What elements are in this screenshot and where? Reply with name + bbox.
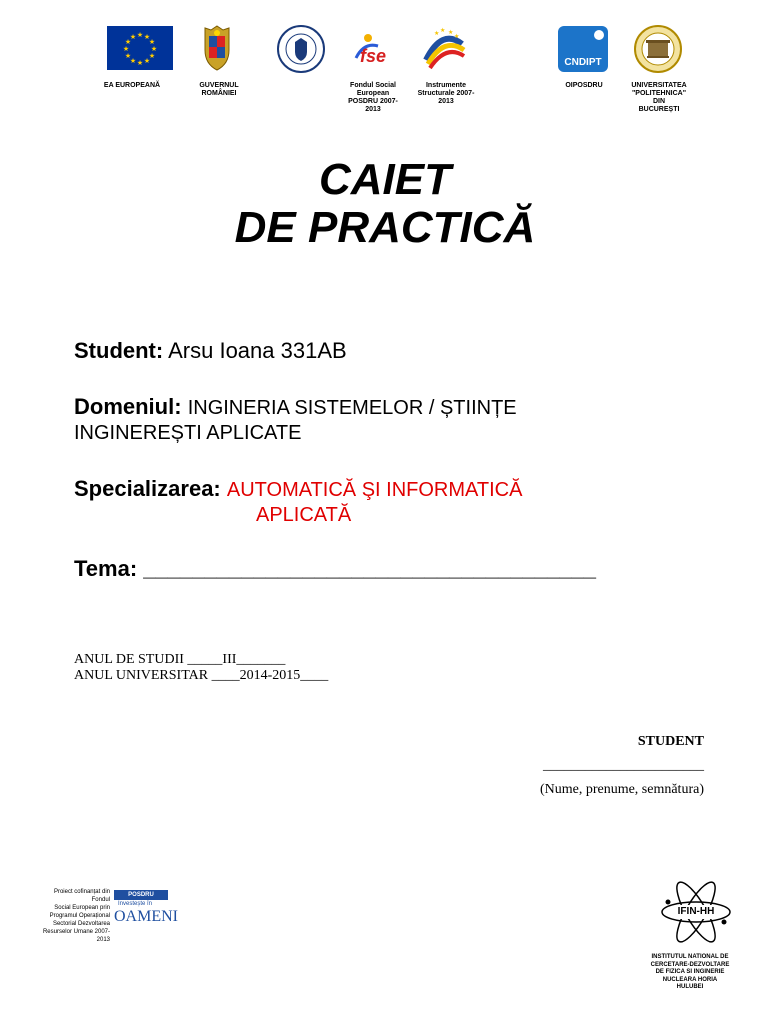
specializarea-field (74, 476, 522, 503)
cndipt-badge: CNDIPT (564, 57, 602, 68)
svg-text:★: ★ (440, 27, 446, 34)
anul-studii: ANUL DE STUDII _____III_______ (74, 652, 286, 667)
posdru-badge-top: POSDRU (114, 890, 168, 900)
signature-label: STUDENT (637, 734, 704, 749)
svg-text:★: ★ (136, 59, 144, 67)
cndipt-logo (558, 26, 608, 72)
tema-label: Tema: (74, 556, 138, 581)
footer-cofinanced-text: Proiect cofinanțat din Fondul Social European prin Programul Operațional Sectorial Dezvoltarea Resurselor Umane 2007-2013 (42, 889, 110, 943)
structural-instruments-icon (418, 24, 468, 74)
romania-crest-icon (199, 24, 235, 72)
cndipt-dot-icon (594, 30, 604, 40)
student-label: Student: (74, 338, 164, 363)
cndipt-caption: OIPOSDRU (565, 82, 603, 89)
upb-caption: UNIVERSITATEA "POLITEHNICA" DIN BUCUREȘTI (631, 82, 687, 113)
svg-text:★: ★ (148, 38, 156, 46)
ifin-label: IFIN-HH (677, 906, 715, 917)
domeniul-value-2: INGINEREȘTI APLICATE (74, 422, 302, 444)
title-line-2: DE PRACTICĂ (234, 203, 536, 252)
posdru-badge-big: OAMENI (114, 908, 178, 925)
fse-logo-icon (350, 28, 400, 72)
anul-universitar: ANUL UNIVERSITAR ____2014-2015____ (74, 668, 329, 683)
signature-caption: (Nume, prenume, semnătura) (539, 782, 704, 797)
eu-flag-icon (107, 26, 173, 70)
footer-posdru-badge (114, 890, 178, 928)
domeniul-label: Domeniul: (74, 394, 182, 419)
svg-text:★: ★ (124, 52, 132, 60)
svg-text:★: ★ (148, 52, 156, 60)
ifin-caption: INSTITUTUL NATIONAL DE CERCETARE-DEZVOLTARE DE FIZICA SI INGINERIE NUCLEARA HORIA HULUBEI (650, 954, 730, 990)
svg-text:★: ★ (143, 57, 151, 65)
specializarea-value-2: APLICATĂ (256, 504, 352, 526)
posdru-badge-sub: Investește în (118, 901, 153, 907)
fse-caption: Fondul Social European POSDRU 2007- 2013 (348, 82, 398, 113)
specializarea-label: Specializarea: (74, 476, 221, 501)
title-line-1: CAIET (319, 155, 451, 204)
svg-text:★: ★ (122, 45, 130, 53)
instr-caption: Instrumente Structurale 2007- 2013 (417, 82, 475, 105)
signature-line: _______________________ (543, 758, 704, 773)
tema-blank: _____________________________________ (143, 556, 597, 581)
upb-seal-icon (633, 24, 683, 74)
svg-text:★: ★ (448, 29, 454, 36)
svg-text:★: ★ (434, 30, 440, 37)
svg-text:★: ★ (129, 57, 137, 65)
svg-text:★: ★ (454, 33, 460, 40)
domeniul-value-1: INGINERIA SISTEMELOR / ȘTIINȚE (187, 397, 517, 419)
tema-field (74, 556, 596, 582)
domeniul-field (74, 394, 517, 421)
svg-text:★: ★ (136, 31, 144, 39)
svg-text:★: ★ (129, 33, 137, 41)
specializarea-value-1: AUTOMATICĂ ŞI INFORMATICĂ (226, 479, 523, 501)
student-field (74, 338, 347, 364)
svg-text:★: ★ (150, 45, 158, 53)
student-value: Arsu Ioana 331AB (168, 338, 347, 363)
svg-text:★: ★ (143, 33, 151, 41)
svg-text:★: ★ (124, 38, 132, 46)
svg-text:fse: fse (360, 46, 387, 66)
gov-caption: GUVERNUL ROMÂNIEI (199, 82, 239, 97)
eu-caption: EA EUROPEANĂ (103, 82, 161, 89)
ministry-seal-icon (276, 24, 326, 74)
